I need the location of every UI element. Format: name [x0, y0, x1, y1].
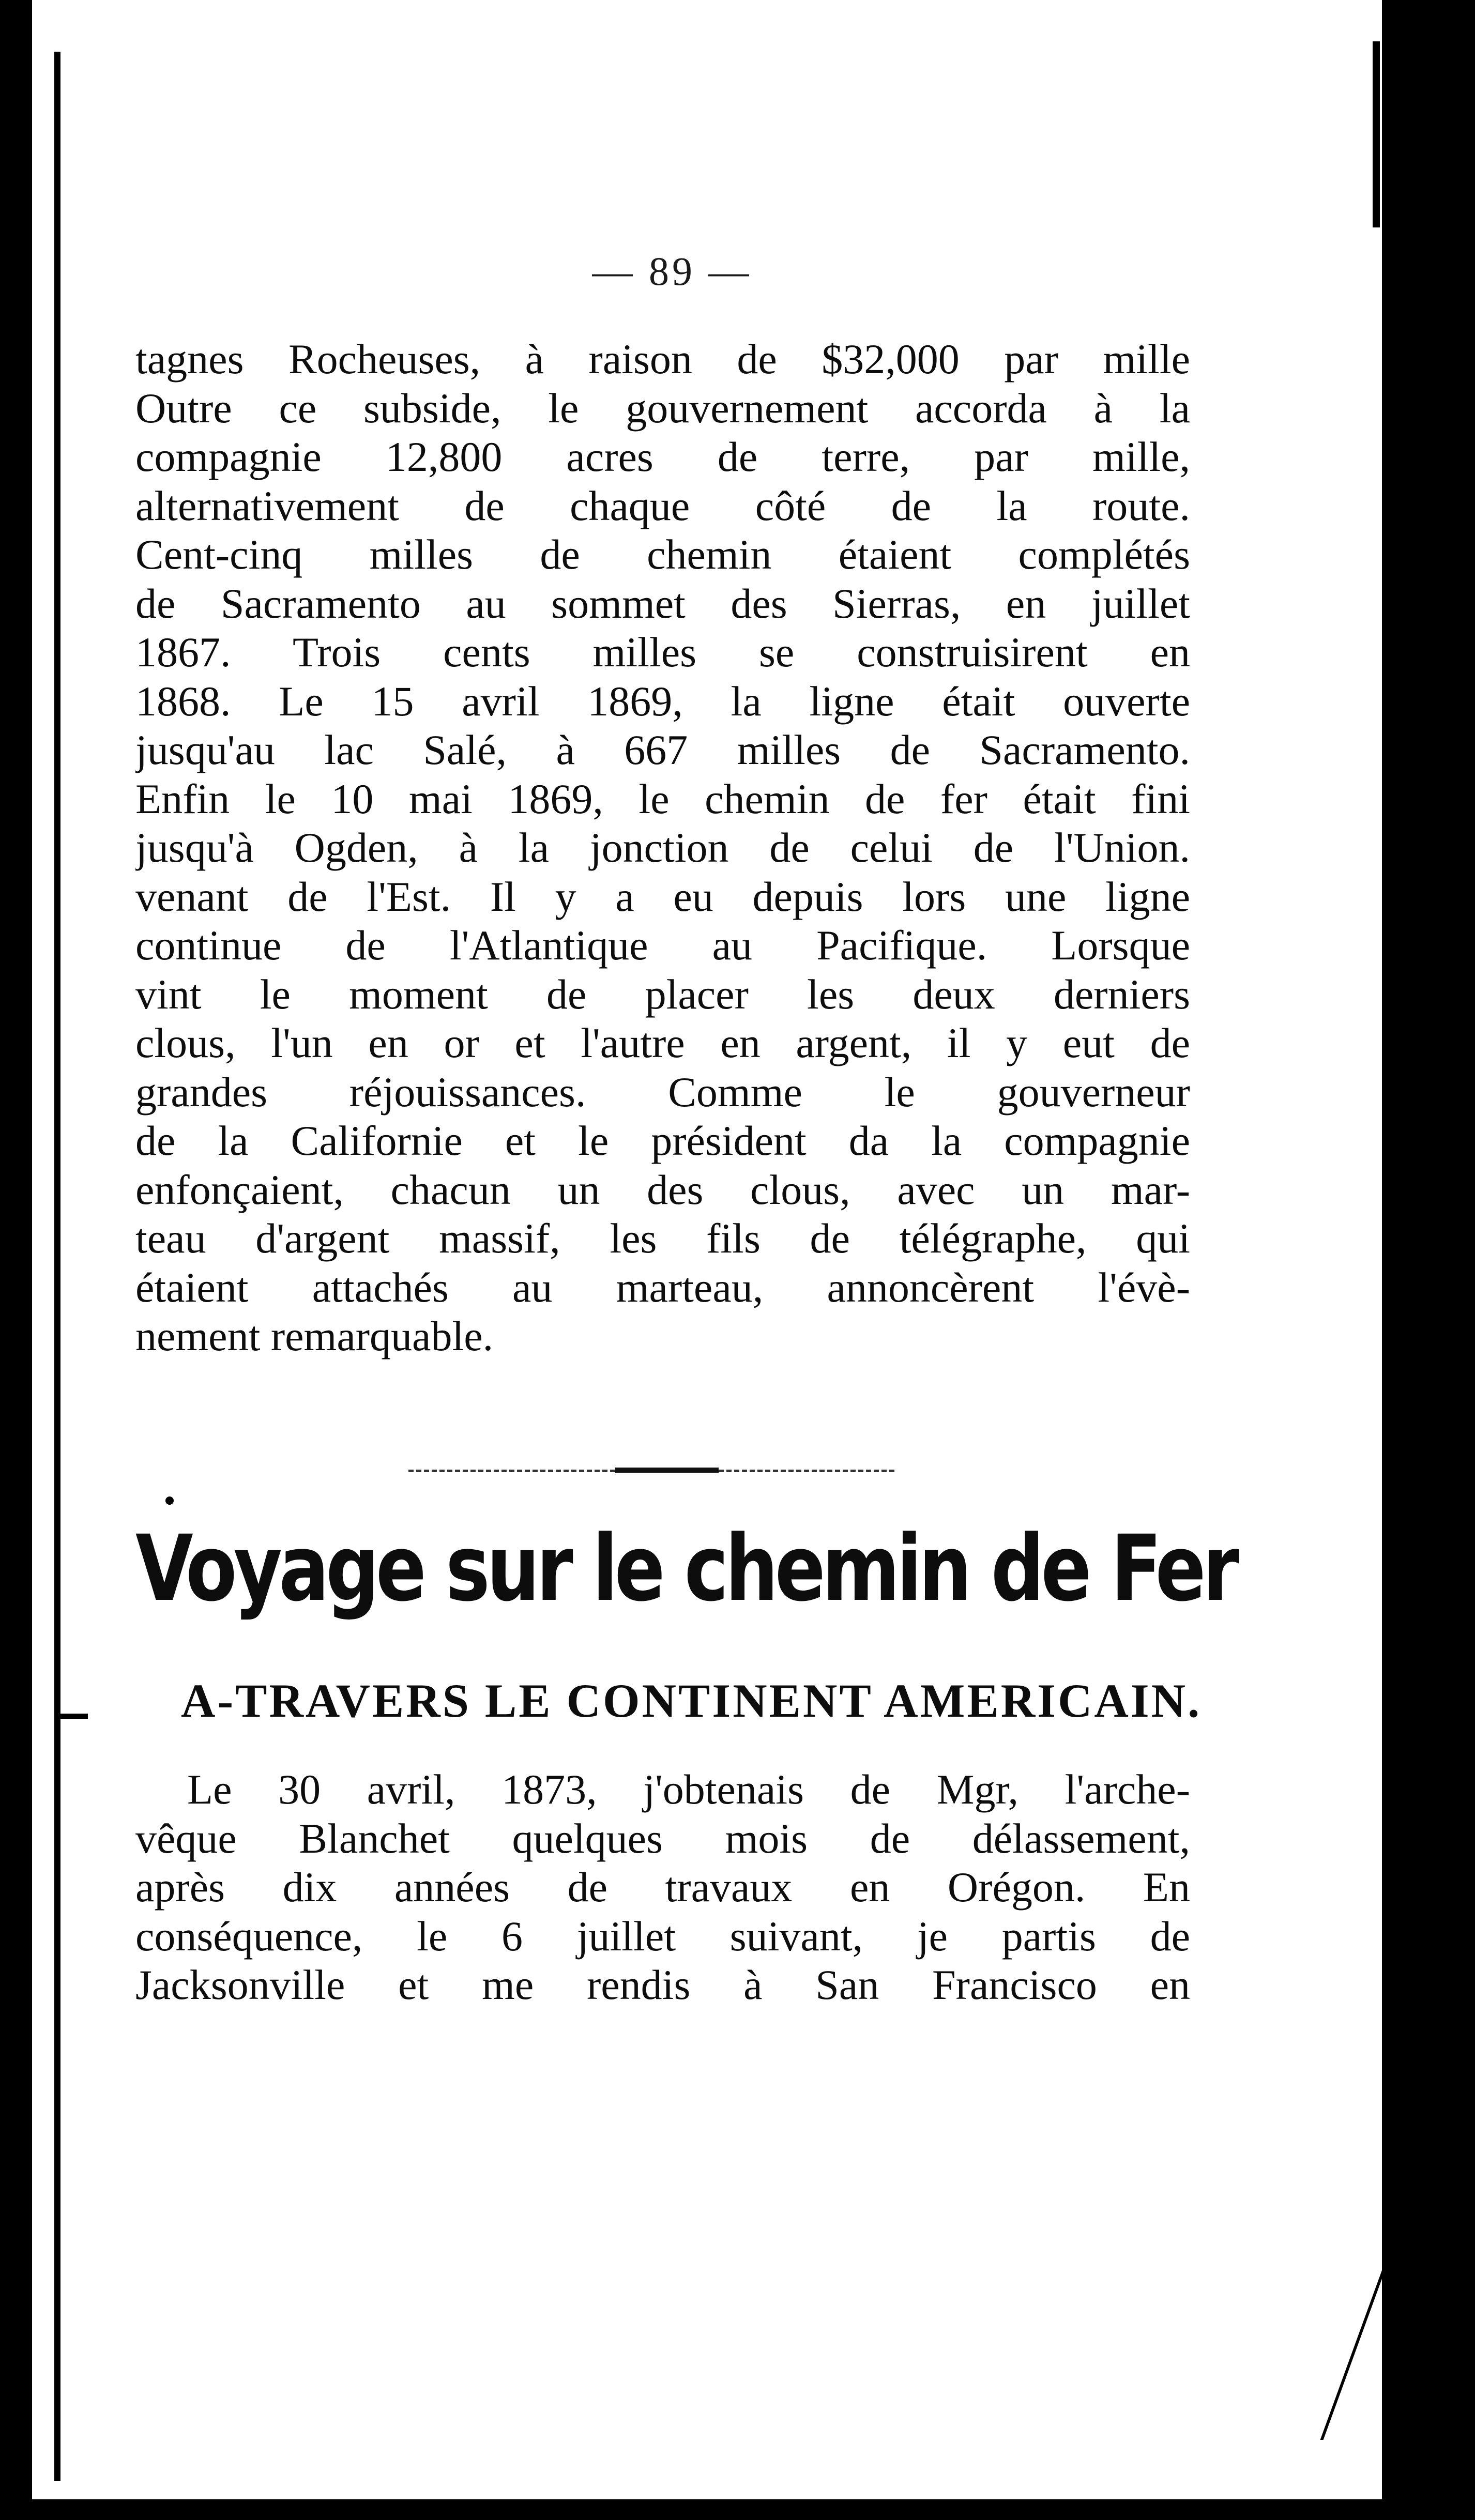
- text-block-1: [135, 335, 1190, 1361]
- text-line: Enfin le 10 mai 1869, le chemin de fer était fini: [135, 775, 1190, 822]
- text-line: vêque Blanchet quelques mois de délassement,: [135, 1814, 1190, 1862]
- text-line: étaient attachés au marteau, annoncèrent l'évè-: [135, 1263, 1190, 1311]
- text-line: Cent-cinq milles de chemin étaient complétés: [135, 531, 1190, 578]
- article-title: Voyage sur le chemin de Fer: [135, 1516, 1236, 1622]
- margin-tick: [57, 1714, 88, 1719]
- page-edge-mark: [1373, 41, 1380, 227]
- text-line: enfonçaient, chacun un des clous, avec un mar-: [135, 1166, 1190, 1213]
- text-line: teau d'argent massif, les fils de télégraphe, qui: [135, 1215, 1190, 1262]
- page-number: — 89 —: [592, 249, 752, 294]
- text-line: 1868. Le 15 avril 1869, la ligne était ouverte: [135, 677, 1190, 725]
- text-line: 1867. Trois cents milles se construisirent en: [135, 629, 1190, 676]
- text-line: conséquence, le 6 juillet suivant, je partis de: [135, 1912, 1190, 1960]
- text-line: après dix années de travaux en Orégon. En: [135, 1864, 1190, 1911]
- scan-border-left: [0, 0, 32, 2520]
- text-line: Outre ce subside, le gouvernement accorda à la: [135, 384, 1190, 432]
- scan-border-right: [1382, 0, 1475, 2520]
- page-edge-mark-small: [1391, 620, 1395, 651]
- text-line: alternativement de chaque côté de la route.: [135, 482, 1190, 529]
- scan-border-bottom: [0, 2499, 1475, 2520]
- article-paragraph: [135, 1765, 1190, 2010]
- page-edge-rule: [54, 52, 60, 2481]
- text-line: jusqu'au lac Salé, à 667 milles de Sacramento.: [135, 726, 1190, 773]
- margin-dot: [165, 1496, 174, 1505]
- text-line: Jacksonville et me rendis à San Francisco en: [135, 1961, 1190, 2008]
- text-line: de Sacramento au sommet des Sierras, en juillet: [135, 579, 1190, 627]
- text-line: compagnie 12,800 acres de terre, par mille,: [135, 433, 1190, 480]
- text-line: tagnes Rocheuses, à raison de $32,000 par mille: [135, 335, 1190, 383]
- article-subtitle: A-TRAVERS LE CONTINENT AMERICAIN.: [181, 1674, 1202, 1727]
- text-line: nement remarquable.: [135, 1312, 494, 1360]
- text-line: venant de l'Est. Il y a eu depuis lors une ligne: [135, 873, 1190, 920]
- text-line: clous, l'un en or et l'autre en argent, il y eut de: [135, 1019, 1190, 1066]
- text-line: vint le moment de placer les deux derniers: [135, 970, 1190, 1018]
- text-line: de la Californie et le président da la compagnie: [135, 1117, 1190, 1164]
- text-line: grandes réjouissances. Comme le gouverneur: [135, 1068, 1190, 1116]
- text-line: Le 30 avril, 1873, j'obtenais de Mgr, l'arche-: [187, 1766, 1190, 1813]
- section-separator-accent: [615, 1468, 719, 1473]
- text-line: jusqu'à Ogden, à la jonction de celui de l'Union.: [135, 824, 1190, 871]
- text-line: continue de l'Atlantique au Pacifique. Lorsque: [135, 922, 1190, 969]
